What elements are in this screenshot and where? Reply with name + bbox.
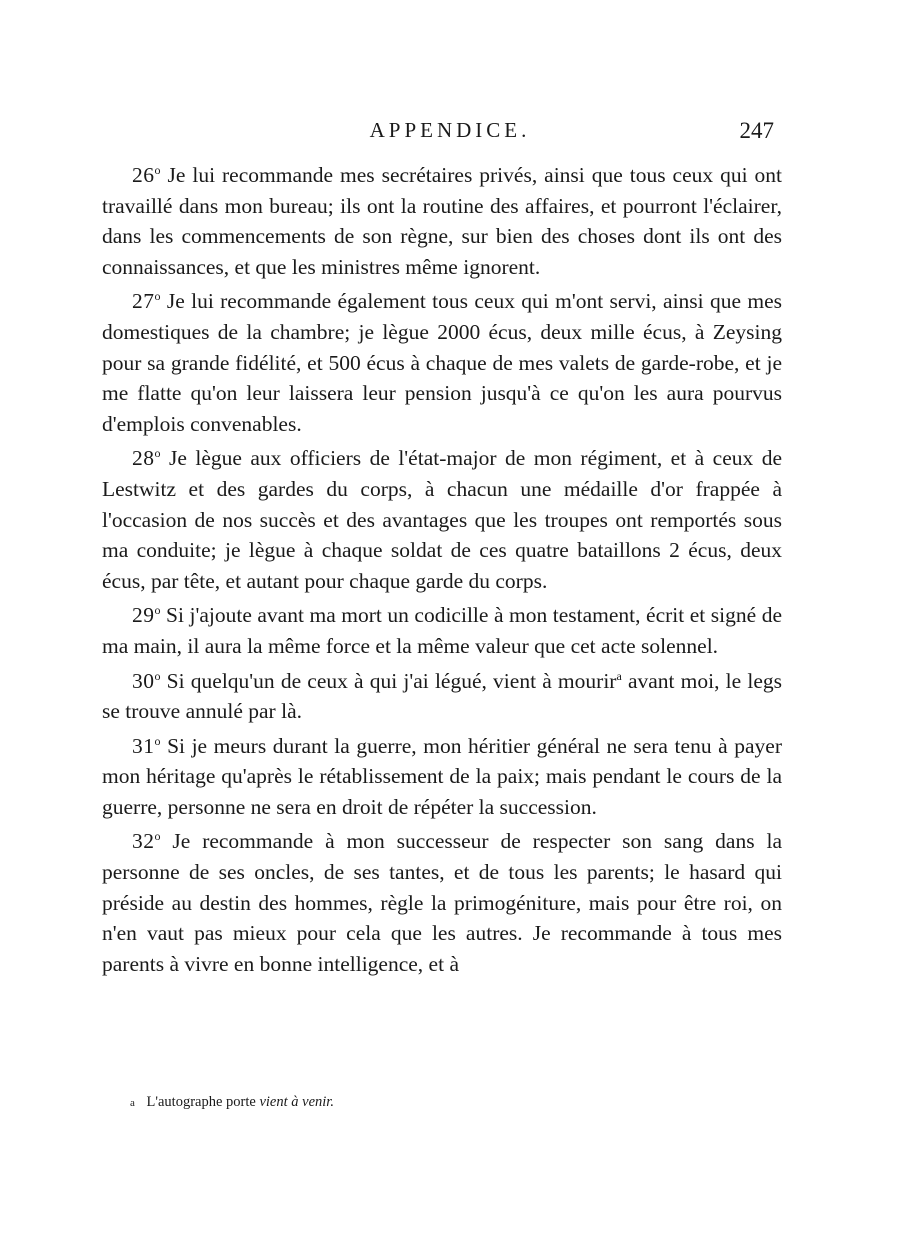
degree-mark: o <box>154 733 161 748</box>
paragraph-27 <box>102 286 782 439</box>
paragraph-text: Je lui recommande également tous ceux qui m'ont servi, ainsi que mes domestiques de la chambre; je lègue 2000 écus, deux mille écus, à Zeysing pour sa grande fidélité, et 500 écus à chaque de mes valets de garde-robe, et je me flatte qu'on leur laissera leur pension jusqu'à ce qu'on les aura pourvus d'emplois convenables. <box>102 289 782 436</box>
paragraph-number: 30 <box>132 668 155 693</box>
paragraph-text: Je lui recommande mes secrétaires privés, ainsi que tous ceux qui ont travaillé dans mon bureau; ils ont la routine des affaires, et pourront l'éclairer, dans les commencements de son règne, sur bien des choses dont ils ont des connaissances, et que les ministres même ignorent. <box>102 163 783 279</box>
paragraph-number: 28 <box>132 446 155 471</box>
paragraph-32 <box>102 826 782 979</box>
page-number: 247 <box>739 118 774 143</box>
degree-mark: o <box>154 163 161 177</box>
paragraph-number: 32 <box>132 829 155 854</box>
paragraph-text-continued: avant moi, le legs se trouve annulé par là. <box>102 668 782 724</box>
paragraph-number: 29 <box>132 603 155 628</box>
degree-mark: o <box>154 446 161 461</box>
paragraph-text: Si je meurs durant la guerre, mon héritier général ne sera tenu à payer mon héritage qu'après le rétablissement de la paix; mais pendant le cours de la guerre, personne ne sera en droit de répéter la succession. <box>102 733 783 819</box>
footnote <box>130 1092 780 1113</box>
paragraph-31 <box>102 731 782 823</box>
paragraph-26 <box>102 160 782 282</box>
body-text <box>102 160 782 983</box>
paragraph-text: Si quelqu'un de ceux à qui j'ai légué, vient à mourir <box>166 668 617 693</box>
paragraph-30 <box>102 666 782 727</box>
footnote-mark: a <box>130 1097 135 1109</box>
degree-mark: o <box>154 603 161 618</box>
degree-mark: o <box>154 289 161 304</box>
running-head <box>0 118 900 148</box>
paragraph-29 <box>102 600 782 661</box>
paragraph-number: 27 <box>132 289 155 314</box>
running-title: APPENDICE. <box>369 118 531 142</box>
footnote-reference: a <box>616 668 622 683</box>
paragraph-number: 26 <box>132 163 155 187</box>
degree-mark: o <box>154 668 161 683</box>
footnote-italic-text: vient à venir. <box>259 1094 334 1110</box>
paragraph-28 <box>102 443 782 596</box>
degree-mark: o <box>154 829 161 844</box>
paragraph-text: Je recommande à mon successeur de respecter son sang dans la personne de ses oncles, de ses tantes, et de tous les parents; le hasard qui préside au destin des hommes, règle la primogéniture, mais pour être roi, on n'en vaut pas mieux pour cela que les autres. Je recommande à tous mes parents à vivre en bonne intelligence, et à <box>102 829 782 976</box>
paragraph-text: Je lègue aux officiers de l'état-major de mon régiment, et à ceux de Lestwitz et des gardes du corps, à chacun une médaille d'or frappée à l'occasion de nos succès et des avantages que les troupes ont remportés sous ma conduite; je lègue à chaque soldat de ces quatre bataillons 2 écus, deux écus, par tête, et autant pour chaque garde du corps. <box>102 446 782 593</box>
footnote-text: L'autographe porte <box>146 1094 256 1110</box>
paragraph-number: 31 <box>132 733 155 758</box>
paragraph-text: Si j'ajoute avant ma mort un codicille à mon testament, écrit et signé de ma main, il aura la même force et la même valeur que cet acte solennel. <box>102 603 782 658</box>
